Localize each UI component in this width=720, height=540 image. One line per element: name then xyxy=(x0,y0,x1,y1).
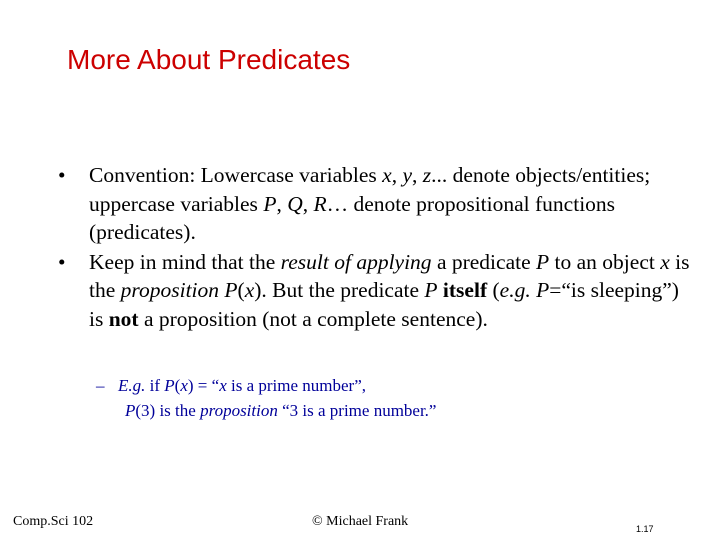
sub-bullet-example xyxy=(96,373,696,423)
var-P: P xyxy=(536,278,550,302)
emphasis-result: result of applying xyxy=(280,249,432,274)
var-P: P xyxy=(263,191,277,216)
var-x: x xyxy=(180,376,188,395)
var-z: z xyxy=(422,163,432,187)
text-run: to an object xyxy=(549,249,661,274)
var-x: x xyxy=(382,163,392,187)
var-P: P xyxy=(125,401,136,420)
text-run: ). But the predicate xyxy=(254,278,425,302)
text-run: , xyxy=(411,163,423,187)
var-P: P xyxy=(536,249,550,274)
text-run: … denote propositional functions (predicates). xyxy=(89,191,616,244)
text-run: , xyxy=(276,191,288,216)
text-run: ... denote objects/entities; uppercase variables xyxy=(89,163,651,216)
var-y: y xyxy=(402,163,412,187)
var-P: P xyxy=(424,278,438,302)
text-run: “3 is a prime number.” xyxy=(277,401,437,420)
text-run: , xyxy=(391,163,403,187)
sub-bullet-line-2 xyxy=(96,398,696,423)
bullet-marker: • xyxy=(58,249,66,274)
var-x: x xyxy=(219,376,227,395)
var-P: P xyxy=(164,376,175,395)
var-Q: Q xyxy=(287,191,303,216)
var-R: R xyxy=(313,191,327,216)
footer-slide-number: 1.17 xyxy=(636,524,654,534)
bold-not: not xyxy=(108,306,139,331)
text-run: is the xyxy=(89,249,690,302)
footer-author: © Michael Frank xyxy=(312,514,409,529)
var-x: x xyxy=(244,278,255,302)
emphasis-eg: e.g. xyxy=(499,278,531,302)
bullet-marker: • xyxy=(58,163,66,187)
sub-bullet-line-1 xyxy=(96,373,696,398)
text-run: Convention: Lowercase variables xyxy=(89,163,383,187)
text-run: a predicate xyxy=(431,249,537,274)
bold-itself: itself xyxy=(442,278,488,302)
emphasis-proposition: proposition xyxy=(120,278,220,302)
bullet-convention xyxy=(57,161,697,247)
text-run: is a prime number”, xyxy=(226,376,366,395)
footer-course: Comp.Sci 102 xyxy=(13,514,94,529)
text-run: ( xyxy=(174,376,181,395)
emphasis-eg: E.g. xyxy=(118,376,146,395)
text-run: a proposition (not a complete sentence). xyxy=(138,306,488,331)
bullet-list xyxy=(57,161,697,333)
var-P: P xyxy=(224,278,238,302)
text-run: Keep in mind that the xyxy=(89,249,281,274)
text-run: , xyxy=(302,191,314,216)
text-run: ( xyxy=(487,278,500,302)
text-run: ) = “ xyxy=(187,376,220,395)
text-run: if xyxy=(145,376,165,395)
slide-title: More About Predicates xyxy=(67,44,351,75)
var-x: x xyxy=(660,249,670,274)
dash-marker: – xyxy=(96,376,105,395)
text-run: =“is sleeping”) is xyxy=(89,278,679,331)
text-run: (3) is the xyxy=(135,401,201,420)
emphasis-proposition: proposition xyxy=(200,401,278,420)
bullet-keep-in-mind xyxy=(57,248,697,334)
text-run: ( xyxy=(237,278,245,302)
